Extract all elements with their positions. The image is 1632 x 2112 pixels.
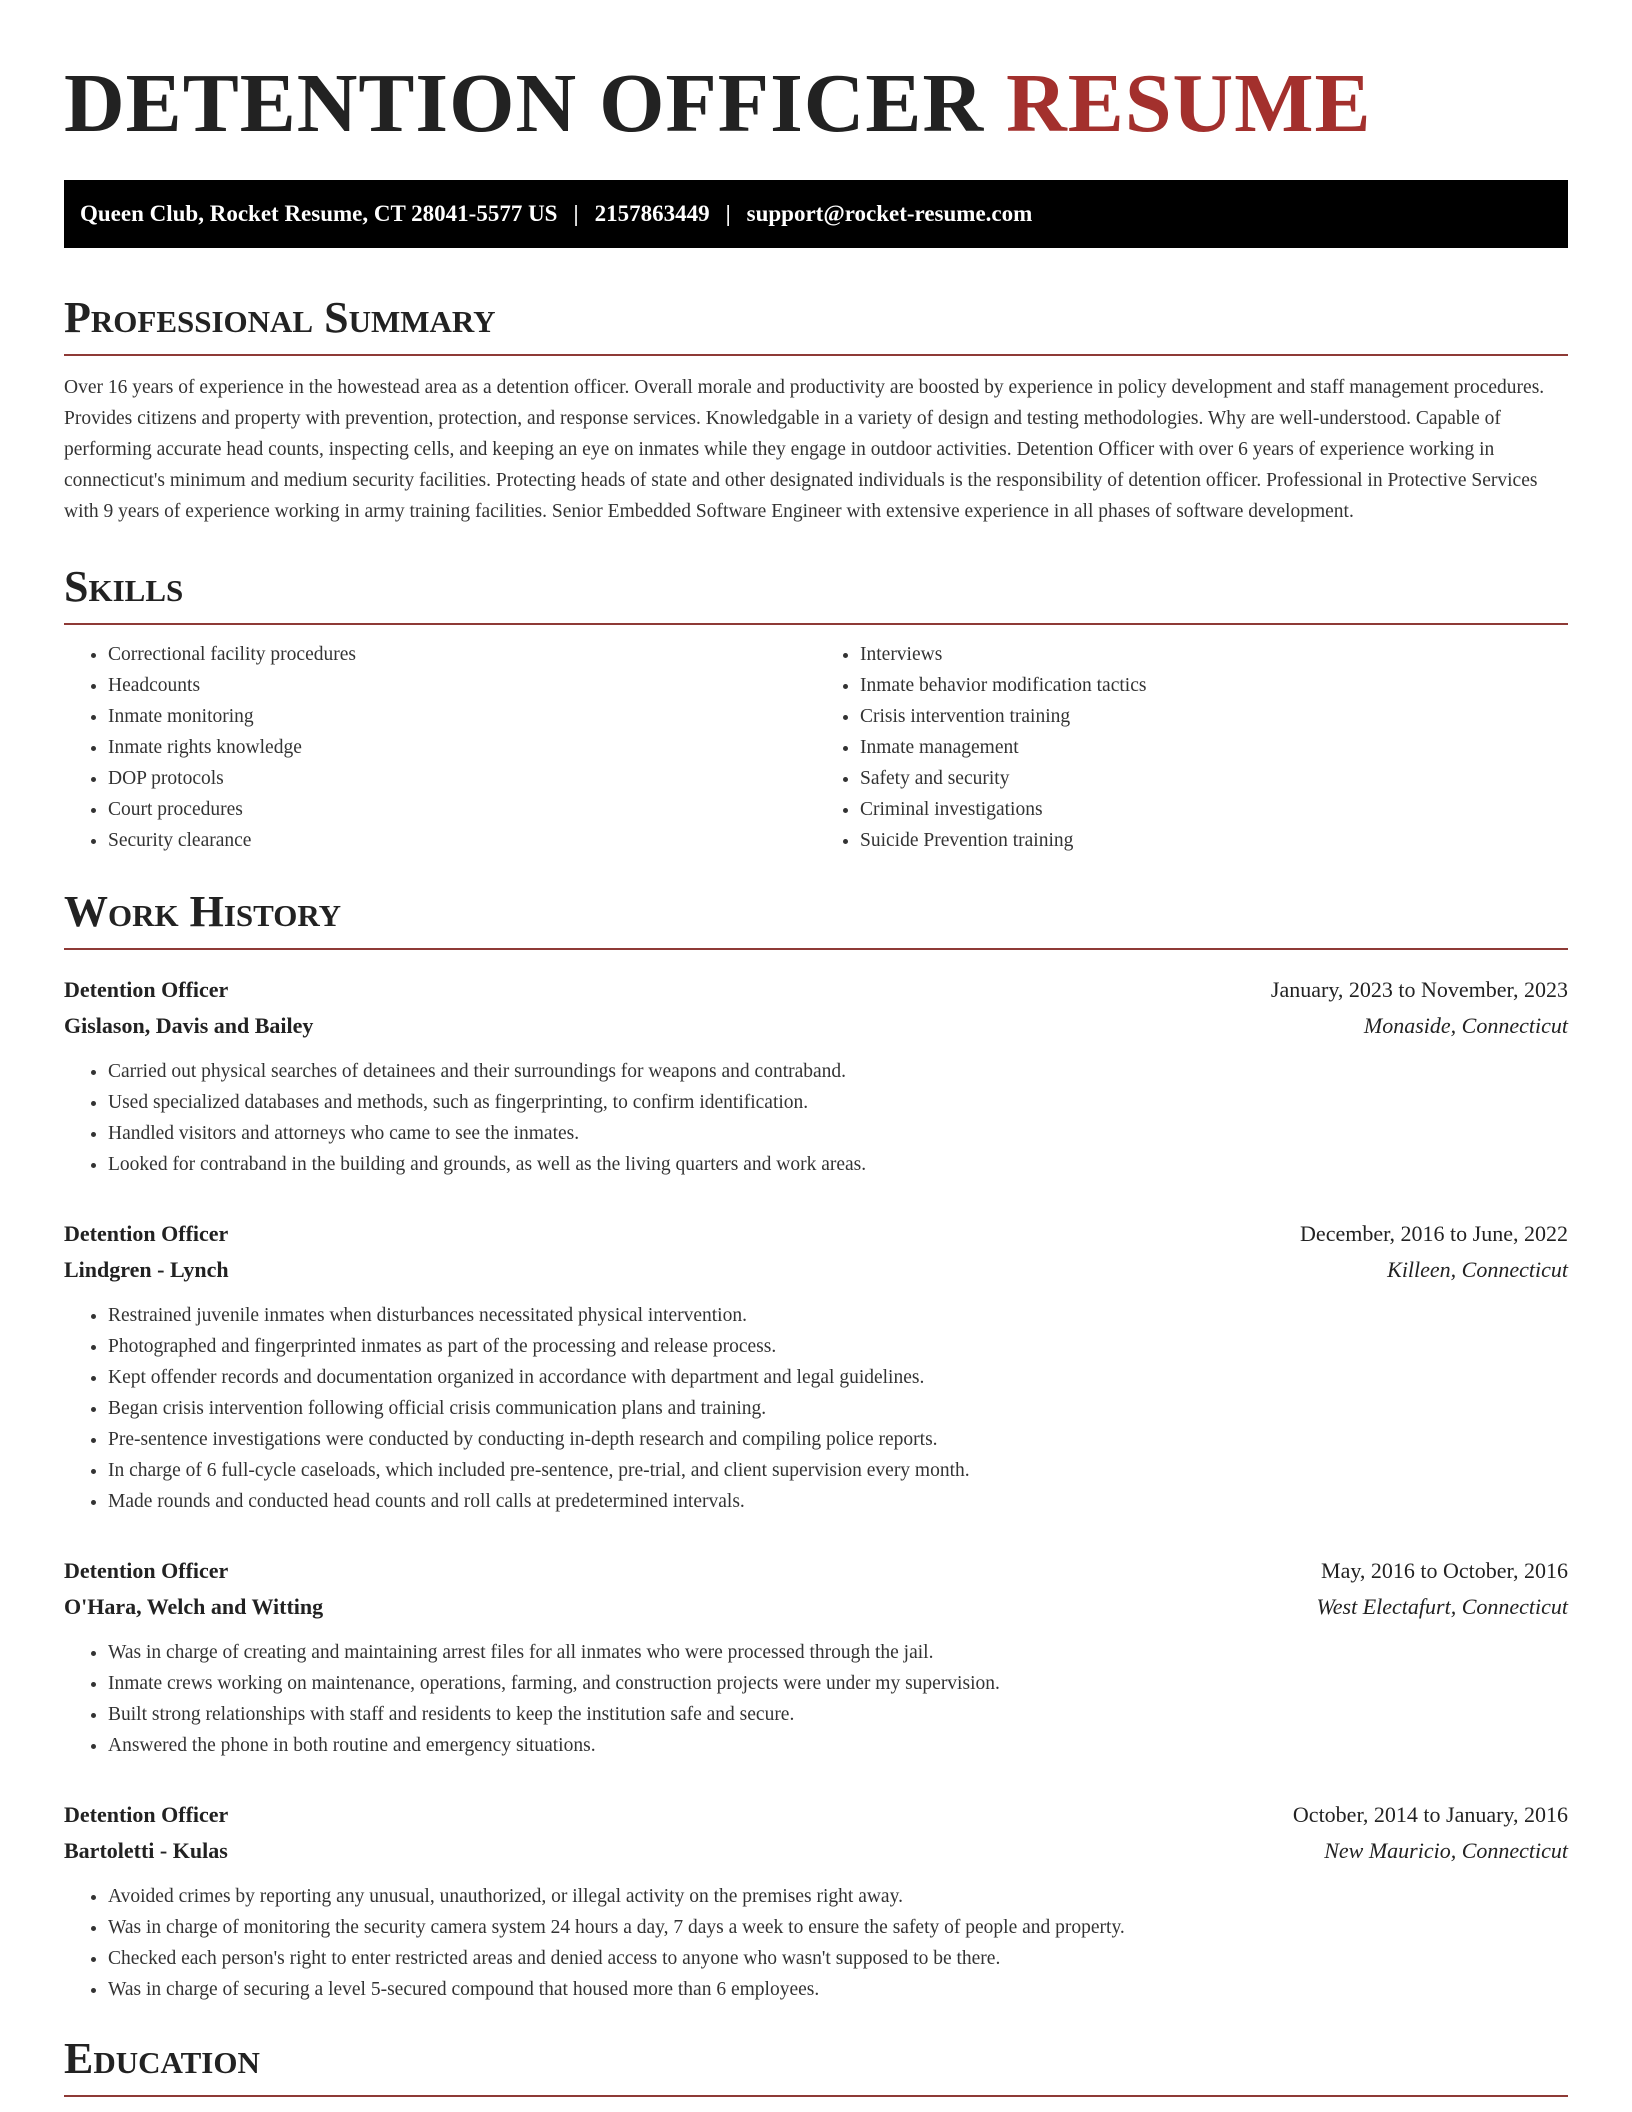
job-company: Bartoletti - Kulas xyxy=(64,1838,228,1863)
job-title: Detention Officer xyxy=(64,1221,229,1246)
contact-address: Queen Club, Rocket Resume, CT 28041-5577 US xyxy=(80,201,558,226)
skills-heading: Skills xyxy=(64,561,1568,625)
skill-item: • Interviews xyxy=(860,639,1568,670)
job-bullet: • Was in charge of securing a level 5-secured compound that housed more than 6 employees. xyxy=(108,1974,1568,2005)
job-location: Killeen, Connecticut xyxy=(1387,1257,1568,1282)
job-bullet: • Began crisis intervention following official crisis communication plans and training. xyxy=(108,1393,1568,1424)
skills-list-left xyxy=(64,639,816,856)
skills-list-right xyxy=(816,639,1568,856)
job-title: Detention Officer xyxy=(64,977,229,1002)
job-bullet: • Checked each person's right to enter restricted areas and denied access to anyone who wasn't supposed to be there. xyxy=(108,1943,1568,1974)
skill-item: • Court procedures xyxy=(108,794,816,825)
job-entry xyxy=(64,1797,1568,2005)
skill-item: • Criminal investigations xyxy=(860,794,1568,825)
job-company: Gislason, Davis and Bailey xyxy=(64,1013,314,1038)
skill-item: • Crisis intervention training xyxy=(860,701,1568,732)
job-company: O'Hara, Welch and Witting xyxy=(64,1594,324,1619)
job-company-row xyxy=(64,1008,1568,1044)
work-history-heading: Work History xyxy=(64,886,1568,950)
education-heading: Education xyxy=(64,2033,1568,2097)
job-title: Detention Officer xyxy=(64,1802,229,1827)
job-bullet: • Kept offender records and documentation organized in accordance with department and legal guidelines. xyxy=(108,1362,1568,1393)
job-entry xyxy=(64,1216,1568,1517)
job-bullets xyxy=(64,1300,1568,1517)
job-bullet: • Was in charge of monitoring the security camera system 24 hours a day, 7 days a week to ensure the safety of people and property. xyxy=(108,1912,1568,1943)
skill-item: • Inmate behavior modification tactics xyxy=(860,670,1568,701)
job-bullet: • Made rounds and conducted head counts and roll calls at predetermined intervals. xyxy=(108,1486,1568,1517)
job-header-row xyxy=(64,1797,1568,1833)
job-bullet: • Photographed and fingerprinted inmates as part of the processing and release process. xyxy=(108,1331,1568,1362)
job-bullet: • Used specialized databases and methods, such as fingerprinting, to confirm identification. xyxy=(108,1087,1568,1118)
skills-grid xyxy=(64,639,1568,856)
job-bullet: • Was in charge of creating and maintaining arrest files for all inmates who were processed through the jail. xyxy=(108,1637,1568,1668)
job-title: Detention Officer xyxy=(64,1558,229,1583)
job-bullet: • In charge of 6 full-cycle caseloads, which included pre-sentence, pre-trial, and client supervision every month. xyxy=(108,1455,1568,1486)
job-company: Lindgren - Lynch xyxy=(64,1257,229,1282)
job-bullet: • Pre-sentence investigations were conducted by conducting in-depth research and compiling police reports. xyxy=(108,1424,1568,1455)
summary-heading: Professional Summary xyxy=(64,292,1568,356)
contact-separator: | xyxy=(573,201,579,226)
title-main: DETENTION OFFICER xyxy=(64,57,985,150)
job-header-row xyxy=(64,1216,1568,1252)
job-dates: December, 2016 to June, 2022 xyxy=(1300,1221,1568,1246)
contact-separator: | xyxy=(725,201,731,226)
job-header-row xyxy=(64,1553,1568,1589)
title-accent: RESUME xyxy=(1006,57,1372,150)
skill-item: • Safety and security xyxy=(860,763,1568,794)
job-company-row xyxy=(64,1252,1568,1288)
job-bullet: • Inmate crews working on maintenance, operations, farming, and construction projects were under my supervision. xyxy=(108,1668,1568,1699)
skill-item: • DOP protocols xyxy=(108,763,816,794)
job-location: New Mauricio, Connecticut xyxy=(1324,1838,1568,1863)
resume-title xyxy=(64,56,1568,152)
skill-item: • Correctional facility procedures xyxy=(108,639,816,670)
job-dates: October, 2014 to January, 2016 xyxy=(1292,1802,1568,1827)
job-bullets xyxy=(64,1637,1568,1761)
skill-item: • Suicide Prevention training xyxy=(860,825,1568,856)
skill-item: • Security clearance xyxy=(108,825,816,856)
job-header-row xyxy=(64,972,1568,1008)
job-location: West Electafurt, Connecticut xyxy=(1316,1594,1568,1619)
job-bullet: • Restrained juvenile inmates when disturbances necessitated physical intervention. xyxy=(108,1300,1568,1331)
job-bullet: • Answered the phone in both routine and emergency situations. xyxy=(108,1730,1568,1761)
job-dates: May, 2016 to October, 2016 xyxy=(1321,1558,1568,1583)
job-location: Monaside, Connecticut xyxy=(1363,1013,1568,1038)
job-bullet: • Avoided crimes by reporting any unusual, unauthorized, or illegal activity on the premises right away. xyxy=(108,1881,1568,1912)
skill-item: • Headcounts xyxy=(108,670,816,701)
contact-email: support@rocket-resume.com xyxy=(746,201,1033,226)
job-entry xyxy=(64,1553,1568,1761)
summary-text: Over 16 years of experience in the howestead area as a detention officer. Overall morale and productivity are boosted by experience in policy development and staff management procedures. Provides citizens and property with prevention, protection, and response services. Knowledgable in a variety of design and testing methodologies. Why are well-understood. Capable of performing accurate head counts, inspecting cells, and keeping an eye on inmates while they engage in outdoor activities. Detention Officer with over 6 years of experience working in connecticut's minimum and medium security facilities. Protecting heads of state and other designated individuals is the responsibility of detention officer. Professional in Protective Services with 9 years of experience working in army training facilities. Senior Embedded Software Engineer with extensive experience in all phases of software development. xyxy=(64,377,1545,522)
job-bullet: • Carried out physical searches of detainees and their surroundings for weapons and contraband. xyxy=(108,1056,1568,1087)
skill-item: • Inmate management xyxy=(860,732,1568,763)
contact-bar xyxy=(64,180,1568,248)
skill-item: • Inmate monitoring xyxy=(108,701,816,732)
job-company-row xyxy=(64,1589,1568,1625)
job-bullet: • Handled visitors and attorneys who came to see the inmates. xyxy=(108,1118,1568,1149)
skill-item: • Inmate rights knowledge xyxy=(108,732,816,763)
job-bullets xyxy=(64,1056,1568,1180)
contact-phone: 2157863449 xyxy=(594,201,710,226)
job-bullets xyxy=(64,1881,1568,2005)
job-bullet: • Looked for contraband in the building and grounds, as well as the living quarters and work areas. xyxy=(108,1149,1568,1180)
job-bullet: • Built strong relationships with staff and residents to keep the institution safe and secure. xyxy=(108,1699,1568,1730)
job-company-row xyxy=(64,1833,1568,1869)
job-dates: January, 2023 to November, 2023 xyxy=(1270,977,1568,1002)
job-entry xyxy=(64,972,1568,1180)
